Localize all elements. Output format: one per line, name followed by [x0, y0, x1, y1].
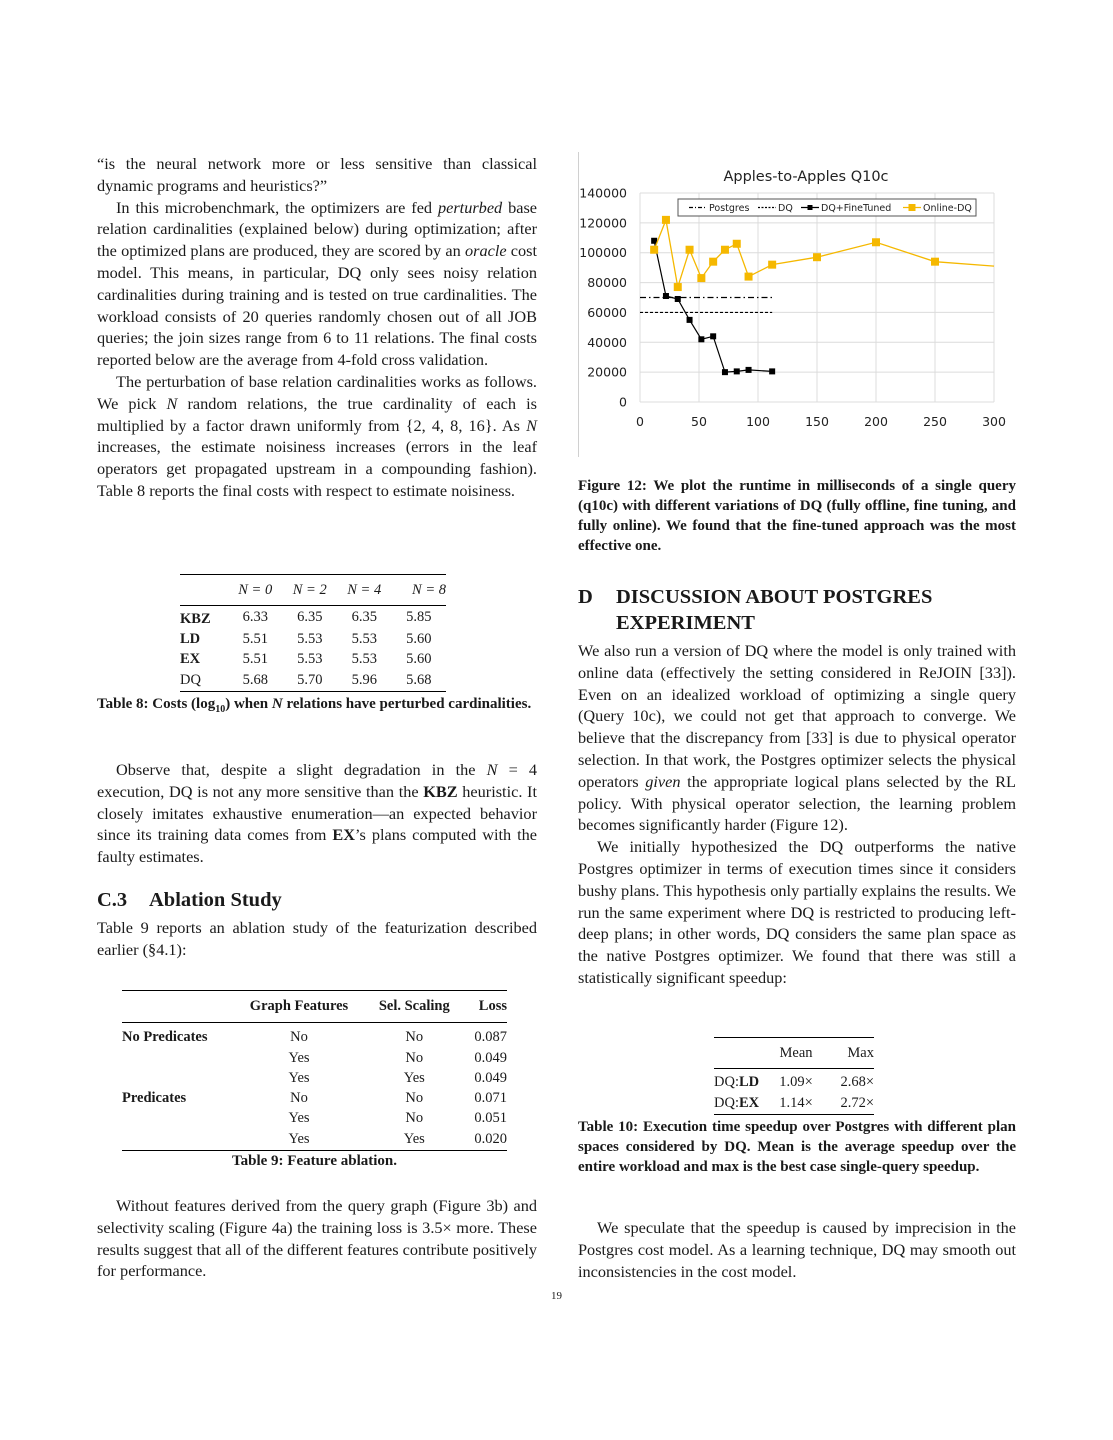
- page-number: 19: [551, 1290, 562, 1302]
- header-cell: [180, 575, 228, 606]
- text: random relations, the true cardinality of each is multiplied by a factor drawn uniformly from {2, 4, 8, 16}. As: [97, 393, 537, 435]
- chart-grid: [640, 193, 994, 402]
- left-column-4: [97, 1195, 537, 1282]
- subscript: 10: [215, 704, 226, 715]
- left-column: [97, 153, 537, 502]
- row-label: No Predicates: [122, 1029, 208, 1046]
- table-row: [714, 1093, 874, 1115]
- text: ’s plans computed with the faulty estimates.: [97, 825, 538, 867]
- paragraph: [97, 759, 537, 868]
- header-cell: Mean: [779, 1044, 813, 1061]
- svg-text:100: 100: [746, 414, 770, 429]
- svg-text:40000: 40000: [587, 334, 627, 350]
- cell: 0.049: [474, 1050, 507, 1066]
- emphasis: given: [645, 771, 681, 791]
- svg-text:0: 0: [619, 394, 627, 410]
- paragraph: [578, 640, 1016, 836]
- cell: 5.53: [351, 631, 377, 647]
- cell: 0.020: [474, 1130, 507, 1147]
- header-cell: Sel. Scaling: [378, 998, 450, 1014]
- cell: 5.53: [297, 631, 323, 647]
- section-title: Ablation Study: [149, 889, 282, 911]
- cell: 5.68: [242, 671, 268, 688]
- svg-text:DQ: DQ: [778, 203, 793, 214]
- bold-term: KBZ: [423, 781, 458, 801]
- cell: 5.68: [406, 671, 432, 688]
- paragraph: We speculate that the speedup is caused by imprecision in the Postgres cost model. As a learning technique, DQ may smooth out inconsistencies in the cost model.: [578, 1218, 1016, 1281]
- paragraph: “is the neural network more or less sensitive than classical dynamic programs and heuristics?”: [97, 154, 537, 195]
- section-number: C.3: [97, 889, 128, 911]
- text: ) when: [225, 696, 272, 712]
- text: increases, the estimate noisiness increases (errors in the leaf operators get propagated upstream in a compounding fashion). Table 8 reports the final costs with respect to estimate noisiness.: [97, 437, 537, 500]
- svg-text:80000: 80000: [587, 275, 627, 291]
- cell: 5.51: [242, 651, 268, 667]
- text: the appropriate logical plans selected by the RL policy. With physical operator selection, the learning problem becomes significantly harder (Figure 12).: [578, 771, 1016, 835]
- cell: 5.53: [297, 651, 323, 667]
- cell: 1.14×: [779, 1094, 813, 1111]
- text: relations have perturbed cardinalities.: [282, 696, 532, 712]
- row-label: LD: [180, 631, 201, 647]
- section-heading-c3: [97, 887, 282, 913]
- table-row: [180, 650, 446, 670]
- table-header-row: [180, 575, 446, 606]
- cell: No: [405, 1029, 424, 1046]
- row-label: [122, 1069, 232, 1089]
- table-row: [122, 1109, 507, 1129]
- table-9: [122, 990, 507, 1151]
- table-10: [714, 1037, 874, 1115]
- table-header-row: [714, 1038, 874, 1069]
- cell: 2.68×: [840, 1074, 874, 1091]
- header-cell: Max: [847, 1044, 874, 1061]
- svg-text:140000: 140000: [579, 185, 627, 201]
- table-row: [180, 630, 446, 650]
- cell: No: [290, 1029, 308, 1046]
- cell: No: [405, 1090, 424, 1106]
- text: Observe that, despite a slight degradation in the: [116, 760, 487, 779]
- text: = 4 execution, DQ is not any more sensitive than the: [97, 760, 538, 801]
- text: We also run a version of DQ where the model is only trained with online data (effectively the setting considered in ReJOIN [33]). Even on an idealized workload of optimizing a single query (Query 10c), we could not get that approach to converge. We believe that the discrepancy from [33] is due to physical operator selection. In that work, the Postgres optimizer selects the physical operators: [578, 641, 1016, 791]
- cell: Yes: [288, 1110, 310, 1126]
- line-chart: [579, 152, 1017, 457]
- table-row: [122, 1069, 507, 1089]
- left-column-3: [97, 917, 537, 961]
- svg-text:100000: 100000: [579, 245, 627, 261]
- cell: Yes: [288, 1050, 310, 1066]
- text: Table 8: Costs (log: [97, 696, 216, 712]
- text: heuristic. It closely imitates exhaustive enumeration—an expected behavior since its training data comes from: [97, 781, 537, 845]
- text: The perturbation of base relation cardinalities works as follows. We pick: [97, 371, 537, 413]
- cell: 5.53: [351, 651, 377, 667]
- table-row: [122, 1089, 507, 1109]
- math-var: N: [486, 760, 498, 779]
- cell: No: [290, 1090, 308, 1106]
- row-label: LD: [738, 1074, 760, 1091]
- left-column-2: [97, 759, 537, 868]
- row-prefix: DQ:: [714, 1074, 739, 1091]
- svg-text:DQ+FineTuned: DQ+FineTuned: [821, 203, 892, 214]
- cell: 5.60: [406, 631, 432, 647]
- row-label: [122, 1129, 232, 1151]
- table-10-caption: Table 10: Execution time speedup over Postgres with different plan spaces considered by DQ. Mean is the average speedup over the entire workload and max is the best case single-query speedup.: [578, 1119, 1016, 1175]
- row-label: EX: [180, 651, 201, 667]
- table-header-row: [122, 991, 507, 1023]
- header-cell: N = 4: [347, 581, 382, 598]
- cell: 6.35: [297, 609, 323, 626]
- svg-text:200: 200: [864, 414, 888, 429]
- cell: 5.96: [351, 671, 377, 688]
- svg-text:Postgres: Postgres: [709, 203, 750, 214]
- paragraph: We initially hypothesized the DQ outperforms the native Postgres optimizer in terms of execution times since it considers bushy plans. This hypothesis only partially explains the results. We run the same experiment where DQ is restricted to producing left-deep plans; in other words, DQ considers the same plan space as the native Postgres optimizer. We found that there was still a statistically significant speedup:: [578, 837, 1016, 987]
- table-row: [122, 1049, 507, 1069]
- svg-text:300: 300: [982, 414, 1006, 429]
- header-cell: N = 0: [238, 581, 273, 598]
- cell: 6.33: [242, 609, 268, 626]
- paragraph: Without features derived from the query graph (Figure 3b) and selectivity scaling (Figure 4a) the training loss is 3.5× more. These results suggest that all of the different features contribute positively for performance.: [97, 1196, 537, 1281]
- table-row: [180, 606, 446, 630]
- math-var: N: [526, 415, 537, 435]
- section-number: D: [578, 586, 593, 608]
- cell: 5.60: [406, 651, 432, 667]
- row-label: [122, 1109, 232, 1129]
- svg-text:0: 0: [636, 414, 644, 429]
- cell: Yes: [403, 1070, 425, 1086]
- table-row: [122, 1023, 507, 1049]
- section-title: DISCUSSION ABOUT POSTGRES EXPERIMENT: [616, 586, 933, 634]
- cell: 0.051: [474, 1110, 507, 1126]
- figure-12-chart: [578, 152, 1017, 457]
- math-var: N: [166, 393, 178, 413]
- table-9-caption: Table 9: Feature ablation.: [231, 1153, 397, 1169]
- section-heading-d: [578, 584, 1016, 636]
- svg-text:Online-DQ: Online-DQ: [923, 203, 972, 214]
- header-cell: [122, 991, 232, 1023]
- cell: 0.087: [474, 1029, 507, 1046]
- paragraph: [97, 371, 537, 502]
- row-label: DQ: [180, 671, 201, 688]
- emphasis: perturbed: [437, 197, 503, 217]
- chart-legend: [678, 199, 976, 216]
- chart-title: Apples-to-Apples Q10c: [723, 169, 889, 185]
- cell: 5.70: [297, 671, 323, 688]
- cell: Yes: [403, 1130, 425, 1147]
- math-var: N: [271, 696, 283, 712]
- row-label: EX: [738, 1094, 760, 1111]
- cell: 0.071: [474, 1090, 507, 1106]
- table-row: [122, 1129, 507, 1151]
- table-row: [714, 1069, 874, 1093]
- cell: 6.35: [351, 609, 377, 626]
- emphasis: oracle: [464, 241, 507, 261]
- cell: No: [405, 1050, 424, 1066]
- svg-text:50: 50: [691, 414, 707, 429]
- cell: Yes: [288, 1130, 310, 1147]
- svg-text:20000: 20000: [587, 364, 627, 380]
- header-cell: N = 8: [412, 581, 446, 598]
- text: cost model. This means, in particular, DQ only sees noisy relation cardinalities during training and is tested on true cardinalities. The workload consists of 20 queries randomly chosen out of all JOB queries; the join sizes range from 6 to 11 relations. The final costs reported below are the average from 4-fold cross validation.: [97, 241, 538, 370]
- right-column: [578, 640, 1016, 989]
- y-axis-ticks: [579, 186, 627, 410]
- cell: No: [405, 1110, 424, 1126]
- svg-text:60000: 60000: [587, 304, 627, 320]
- cell: 5.85: [406, 609, 432, 626]
- table-8: [180, 574, 446, 692]
- right-column-2: [578, 1217, 1016, 1282]
- text: base relation cardinalities (explained below) during optimization; after the optimized plans are produced, they are scored by an: [97, 197, 538, 261]
- x-axis-ticks: [636, 414, 1006, 429]
- table-row: [180, 670, 446, 692]
- cell: 5.51: [242, 631, 268, 647]
- svg-text:150: 150: [805, 414, 829, 429]
- figure-12-caption: Figure 12: We plot the runtime in milliseconds of a single query (q10c) with different variations of DQ (fully offline, fine tuning, and fully online). We found that the fine-tuned approach was the most effective one.: [578, 478, 1016, 554]
- paragraph: Table 9 reports an ablation study of the featurization described earlier (§4.1):: [97, 918, 537, 959]
- row-prefix: DQ:: [714, 1094, 739, 1111]
- cell: 1.09×: [779, 1074, 813, 1091]
- header-cell: Graph Features: [249, 998, 349, 1014]
- cell: 2.72×: [840, 1094, 874, 1111]
- table-8-caption: [97, 694, 537, 720]
- svg-text:250: 250: [923, 414, 947, 429]
- row-label: KBZ: [180, 611, 211, 628]
- header-cell: Loss: [478, 998, 507, 1014]
- row-label: Predicates: [122, 1090, 187, 1106]
- paragraph: [97, 197, 537, 371]
- bold-term: EX: [332, 825, 356, 845]
- row-label: [122, 1049, 232, 1069]
- header-cell: [714, 1038, 770, 1069]
- svg-text:120000: 120000: [579, 215, 627, 231]
- cell: 0.049: [474, 1070, 507, 1086]
- header-cell: N = 2: [292, 581, 327, 598]
- cell: Yes: [288, 1070, 310, 1086]
- text: In this microbenchmark, the optimizers are fed: [116, 197, 438, 217]
